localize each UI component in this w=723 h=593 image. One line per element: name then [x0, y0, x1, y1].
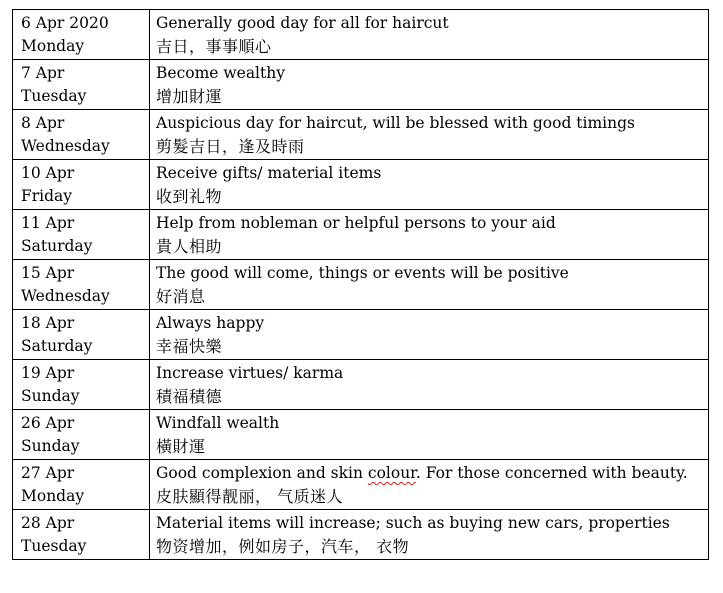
english-meaning-part: . For those concerned with beauty.	[415, 464, 688, 482]
weekday-text: Wednesday	[21, 137, 110, 155]
date-text: 28 Apr	[21, 514, 75, 532]
table-row	[13, 260, 709, 310]
date-cell	[13, 110, 150, 160]
chinese-meaning: 皮肤顯得靓丽， 气质迷人	[156, 487, 344, 506]
meaning-cell	[150, 410, 709, 460]
meaning-cell	[150, 210, 709, 260]
date-cell	[13, 310, 150, 360]
english-meaning-part: Good complexion and skin	[156, 464, 368, 482]
chinese-meaning: 橫財運	[156, 437, 206, 456]
date-text: 26 Apr	[21, 414, 75, 432]
chinese-meaning: 積福積德	[156, 387, 223, 406]
date-text: 6 Apr 2020	[21, 14, 109, 32]
table-row	[13, 210, 709, 260]
date-text: 11 Apr	[21, 214, 75, 232]
meaning-cell	[150, 310, 709, 360]
meaning-cell	[150, 10, 709, 60]
english-meaning: Auspicious day for haircut, will be blessed with good timings	[156, 114, 636, 132]
date-cell	[13, 260, 150, 310]
date-cell	[13, 10, 150, 60]
meaning-cell	[150, 260, 709, 310]
english-meaning: Generally good day for all for haircut	[156, 14, 449, 32]
weekday-text: Wednesday	[21, 287, 110, 305]
weekday-text: Saturday	[21, 237, 93, 255]
table-row	[13, 460, 709, 510]
document-page	[12, 9, 709, 560]
weekday-text: Tuesday	[21, 537, 87, 555]
english-meaning	[156, 462, 702, 485]
date-text: 27 Apr	[21, 464, 75, 482]
chinese-meaning: 好消息	[156, 287, 206, 306]
date-cell	[13, 360, 150, 410]
meaning-cell	[150, 510, 709, 560]
chinese-meaning: 剪髮吉日，逢及時雨	[156, 137, 305, 156]
chinese-meaning: 貴人相助	[156, 237, 223, 256]
table-row	[13, 10, 709, 60]
table-row	[13, 410, 709, 460]
date-cell	[13, 60, 150, 110]
table-row	[13, 310, 709, 360]
meaning-cell	[150, 460, 709, 510]
spellcheck-flagged-word: colour	[367, 464, 416, 482]
date-text: 19 Apr	[21, 364, 75, 382]
date-cell	[13, 210, 150, 260]
table-row	[13, 110, 709, 160]
chinese-meaning: 增加財運	[156, 87, 223, 106]
chinese-meaning: 吉日，事事順心	[156, 37, 272, 56]
table-row	[13, 510, 709, 560]
date-cell	[13, 460, 150, 510]
weekday-text: Sunday	[21, 437, 80, 455]
english-meaning: Always happy	[156, 314, 265, 332]
english-meaning: Increase virtues/ karma	[156, 364, 344, 382]
english-meaning: Help from nobleman or helpful persons to your aid	[156, 214, 556, 232]
weekday-text: Monday	[21, 37, 85, 55]
date-cell	[13, 410, 150, 460]
weekday-text: Monday	[21, 487, 85, 505]
weekday-text: Sunday	[21, 387, 80, 405]
chinese-meaning: 幸福快樂	[156, 337, 223, 356]
english-meaning: Become wealthy	[156, 64, 285, 82]
date-text: 8 Apr	[21, 114, 65, 132]
english-meaning: Material items will increase; such as buying new cars, properties	[156, 514, 670, 532]
date-cell	[13, 160, 150, 210]
table-row	[13, 60, 709, 110]
haircut-calendar-table	[12, 9, 709, 560]
meaning-cell	[150, 60, 709, 110]
english-meaning: Windfall wealth	[156, 414, 280, 432]
date-cell	[13, 510, 150, 560]
table-row	[13, 360, 709, 410]
date-text: 10 Apr	[21, 164, 75, 182]
english-meaning: The good will come, things or events will be positive	[156, 264, 569, 282]
weekday-text: Saturday	[21, 337, 93, 355]
english-meaning: Receive gifts/ material items	[156, 164, 382, 182]
date-text: 15 Apr	[21, 264, 75, 282]
date-text: 18 Apr	[21, 314, 75, 332]
chinese-meaning: 物资增加，例如房子，汽车， 衣物	[156, 537, 410, 556]
date-text: 7 Apr	[21, 64, 65, 82]
weekday-text: Friday	[21, 187, 73, 205]
meaning-cell	[150, 160, 709, 210]
meaning-cell	[150, 360, 709, 410]
weekday-text: Tuesday	[21, 87, 87, 105]
chinese-meaning: 收到礼物	[156, 187, 223, 206]
meaning-cell	[150, 110, 709, 160]
table-row	[13, 160, 709, 210]
